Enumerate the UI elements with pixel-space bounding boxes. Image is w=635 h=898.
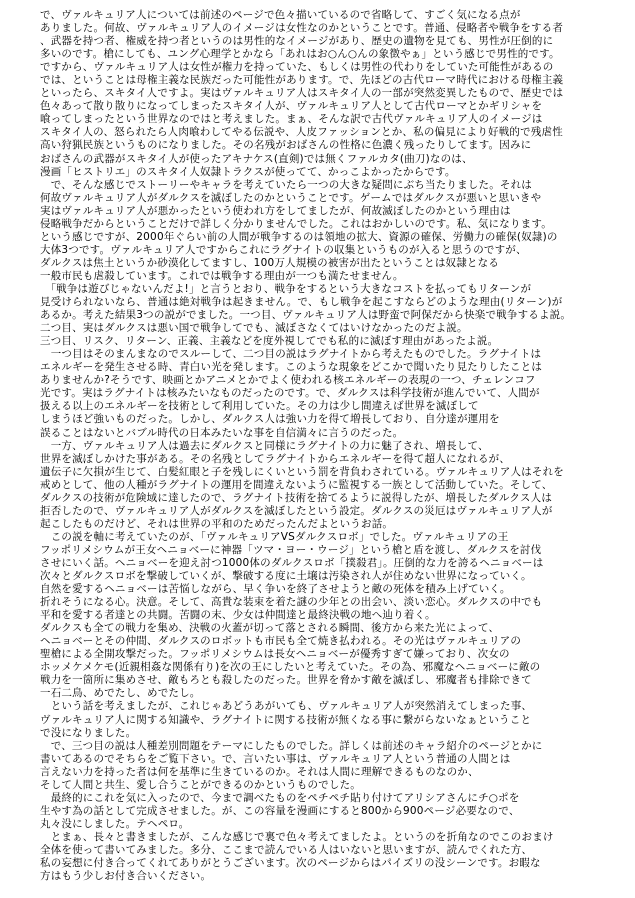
text-line: 折れそうになる心。決意。そして、高貴な装束を着た謎の少年との出会い、淡い恋心。ダルクスの中でも (40, 596, 543, 609)
text-line: 侵略戦争だからということだけで詳しく分かりませんでした。これはおかしいのです。私、気になります。 (40, 217, 552, 230)
text-line: 扱える以上のエネルギーを技術として利用していた。その力は少し間違えば世界を滅ぼして (40, 400, 479, 413)
text-line: ですから、ヴァルキュリア人は女性が権力を持っていた、もしくは男性の代わりをしていた可能性があるの (40, 61, 554, 74)
document-text (40, 9, 608, 883)
text-line: ホッメケメケモ(近親相姦な関係有り)を次の王にしたいと考えていた。その為、邪魔なヘニョベーに敵の (40, 661, 541, 674)
text-line: 高い狩猟民族というものになりました。その名残がおばさんの性格に色濃く残ったりしてます。因みに (40, 139, 532, 152)
text-line: この説を軸に考えていたのが、「ヴァルキュリアVSダルクスロボ」でした。ヴァルキュリアの王 (40, 530, 509, 543)
text-line: ヴァルキュリア人に関する知識や、ラグナイトに関する技術が無くなる事に繋がらないなぁということ (40, 713, 532, 726)
text-line: 何故ヴァルキュリア人がダルクスを滅ぼしたのかということです。ゲームではダルクスが悪いと思いきや (40, 191, 542, 204)
text-line: ありました。何故、ヴァルキュリア人のイメージは女性なのかということです。普通、侵略者や戦争をする者 (40, 22, 564, 35)
text-line: 「戦争は遊びじゃないんだよ!」と言うとおり、戦争をするという大きなコストを払ってもリターンが (40, 282, 532, 295)
text-line: あるか。考えた結果3つの説がでました。一つ目、ヴァルキュリア人は野蛮で阿保だから快楽で戦争するよ説。 (40, 309, 572, 322)
text-line: 全体を使って書いてみました。多分、ここまで読んでいる人はいないと思いますが、読んでくれた方、 (40, 844, 533, 856)
text-line: そして人間と共生、愛し合うことができるのかというものでした。 (40, 778, 361, 791)
text-line: おばさんの武器がスキタイ人が使ったアキナケス(直剣)では無くファルカタ(曲刀)なのは、 (40, 152, 473, 165)
text-line: 聖槍による全開攻撃だった。フッポリメシウムは長女ヘニョベーが優秀すぎて嫌っており、次女の (40, 648, 510, 661)
text-line: スキタイ人の、怒られたら人肉喰わしてやる伝説や、人皮ファッションとか、私の偏見により好戦的で残虐性 (40, 126, 563, 139)
text-line: 漫画「ヒストリエ」のスキタイ人奴隷トラクスが使ってて、かっこよかったからです。 (40, 165, 456, 178)
text-line: 拒否したので、ヴァルキュリア人がダルクスを滅ぼしたという設定。ダルクスの災厄はヴァルキュリア人が (40, 504, 553, 517)
text-line: 丸々没にしました。テヘペロ。 (40, 817, 190, 830)
text-line: ダルクスも全ての戦力を集め、決戦の火蓋が切って落とされる瞬間、後方から来た光によって、 (40, 622, 500, 635)
text-line: 、武器を持つ者、権威を持つ者というのは男性的なイメージがあり、歴史の遺物を見ても、男性が圧倒的に (40, 35, 554, 48)
text-line: 喰ってしまったという世界なのではと考えました。まぁ、そんな訳で古代ヴァルキュリア人のイメージは (40, 113, 543, 126)
text-line: 一般市民も虐殺しています。これでは戦争する理由が一つも満たせません。 (40, 269, 404, 282)
text-line: で、三つ目の説は人種差別問題をテーマにしたものでした。詳しくは前述のキャラ紹介のページとかに (40, 739, 543, 752)
text-line: ダルクスは焦土というか砂漠化してますし、100万人規模の被害が出たということは奴隷となる (40, 256, 500, 269)
text-line: 三つ目、リスク、リターン、正義、主義などを度外視してでも私的に滅ぼす理由があったよ説。 (40, 335, 499, 348)
text-line: ヘニョベーとその仲間、ダルクスのロボットも市民も全て焼き払われる。その光はヴァルキュリアの (40, 635, 522, 648)
text-line: という話を考えましたが、これじゃあどうあがいても、ヴァルキュリア人が突然消えてしまった事、 (40, 700, 533, 713)
text-line: 一石二鳥、めでたし、めでたし。 (40, 687, 201, 700)
text-line: 多いのです。槍にしても、ユング心理学とかなら「あれはお○ん○んの象徴やぁ」という感じで男性的です。 (40, 48, 560, 61)
text-line: とまぁ、長々と書きましたが、こんな感じで裏で色々考えてましたよ。というのを折角なのでこのおまけ (40, 830, 554, 843)
text-line: しまうほど強いものだった。しかし、ダルクス人は強い力を得て増長しており、自分達が運用を (40, 413, 500, 426)
text-line: 書いてあるのでそちらをご覧下さい。で、言いたい事は、ヴァルキュリア人という普通の人間とは (40, 752, 511, 765)
text-line: 次々とダルクスロボを撃破していくが、撃破する度に土壌は汚染され人が住めない世界になっていく。 (40, 570, 532, 583)
text-line: 一方、ヴァルキュリア人は過去にダルクスと同様にラグナイトの力に魅了され、増長して、 (40, 439, 489, 452)
text-line: ダルクスの技術が危険域に達したので、ラグナイト技術を捨てるように説得したが、増長したダルクス人は (40, 491, 553, 504)
text-line: 実はヴァルキュリア人が悪かったという使われ方をしてましたが、何故滅ぼしたのかという理由は (40, 204, 511, 217)
text-line: で没になりました。 (40, 726, 137, 739)
text-line: 世界を滅ぼしかけた事がある。その名残としてラグナイトからエネルギーを得て超人になれるが、 (40, 452, 511, 465)
text-line: させにいく話。ヘニョベーを迎え討つ1000体のダルクスロボ「撲殺君」。圧倒的な力を誇るヘニョベーは (40, 556, 544, 569)
text-line: 私の妄想に付き合ってくれてありがとうございます。次のページからはパイズリの没シーンです。お暇な (40, 857, 541, 870)
text-line: 大体3つです。ヴァルキュリア人ですからこれにラグナイトの収集というものが入ると思うのですが、 (40, 243, 527, 256)
text-line: 起こしたものだけど、それは世界の平和のためだったんだよというお話。 (40, 517, 394, 530)
text-line: 色々あって散り散りになってしまったスキタイ人が、ヴァルキュリア人として古代ローマとかギリシャを (40, 100, 543, 113)
text-line: で、ヴァルキュリア人については前述のページで色々描いているので省略して、すごく気になる点が (40, 9, 521, 21)
text-line: ありませんか?そうです、映画とかアニメとかでよく使われる核エネルギーの表現の一つ、チェレンコフ (40, 374, 536, 387)
text-line: 誤ることはないとバブル時代の日本みたいな事を自信満々に言うのだった。 (40, 426, 404, 439)
text-line: 光です。実はラグナイトは核みたいなものだったのです。で、ダルクスは科学技術が進んでいて、人間が (40, 387, 540, 400)
text-line: エネルギーを発生させる時、青白い光を発します。このような現象をどこかで聞いたり見たりしたことは (40, 361, 543, 374)
text-line: 一つ目はそのまんまなのでスルーして、二つ目の説はラグナイトから考えたものでした。ラグナイトは (40, 348, 542, 361)
text-line: では、ということは母権主義な民族だった可能性があります。で、先ほどの古代ローマ時代における母権主義 (40, 74, 564, 87)
text-line: 最終的にこれを気に入ったので、今まで調べたものをペチペチ貼り付けてアリシアさんにチ○ポを (40, 791, 520, 804)
text-line: フッポリメシウムが王女ヘニョベーに神器「ツマ・ヨー・ウージ」という槍と盾を渡し、ダルクスを討伐 (40, 543, 542, 556)
text-line: という感じですが、2000年ぐらい前の人間が戦争するのは領地の拡大、資源の確保、労働力の確保(奴隷)の (40, 230, 558, 243)
text-line: 見受けられないなら、普通は絶対戦争は起きません。で、もし戦争を起こすならどのような理由(リターン)が (40, 296, 563, 309)
text-line: 生やす為の話として完成させました。が、この容量を漫画にすると800から900ページ必要なので、 (40, 804, 520, 817)
text-line: 遺伝子に欠損が生じて、白髪紅眼と子を残しにくいという罰を背負わされている。ヴァルキュリア人はそれを (40, 465, 564, 478)
text-line: 戒めとして、他の人種がラグナイトの運用を間違えないように監視する一族として活動していた。そして、 (40, 478, 553, 491)
text-line: 平和を愛する者達との共闘。苦闘の末、少女は仲間達と最終決戦の地へ辿り着く。 (40, 609, 436, 622)
text-line: 言えない力を持った者は何を基準に生きているのか。それは人間に理解できるものなのか、 (40, 765, 479, 778)
text-line: 方はもう少しお付き合いください。 (40, 870, 212, 883)
text-line: 自然を愛するヘニョベーは苦悩しながら、早く争いを終了させようと敵の死体を積み上げていく。 (40, 583, 511, 596)
text-line: 二つ目、実はダルクスは悪い国で戦争してでも、滅ぼさなくてはいけなかったのだよ説。 (40, 322, 468, 335)
text-line: といったら、スキタイ人ですよ。実はヴァルキュリア人はスキタイ人の一部が突然変異したもので、歴史では (40, 87, 564, 100)
text-line: で、そんな感じでストーリーやキャラを考えていたら一つの大きな疑問にぶち当たりました。それは (40, 178, 532, 191)
text-line: 戦力を一箇所に集めさせ、敵もろとも殺したのだった。世界を脅かす敵を滅ぼし、邪魔者も排除できて (40, 674, 532, 687)
